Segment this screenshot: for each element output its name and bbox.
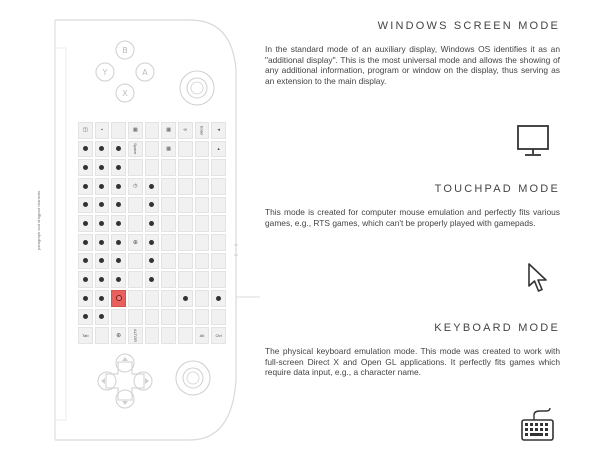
section-keyboard-mode xyxy=(265,322,560,378)
keyboard-key[interactable] xyxy=(78,159,93,176)
keyboard-key[interactable] xyxy=(195,141,210,158)
keyboard-key[interactable] xyxy=(128,271,143,288)
keyboard-key[interactable] xyxy=(128,159,143,176)
key-glyph-icon xyxy=(149,258,154,263)
keyboard-key[interactable] xyxy=(178,159,193,176)
key-glyph-icon xyxy=(116,295,122,301)
key-glyph-icon xyxy=(216,296,221,301)
svg-text:Y: Y xyxy=(102,68,108,77)
section-text: This mode is created for computer mouse emulation and perfectly fits various games, e.g., RTS games, which can't be properly played with gamepads. xyxy=(265,207,560,228)
plus-icon: ⊕ xyxy=(132,239,138,246)
keyboard-key[interactable] xyxy=(145,253,160,270)
keyboard-key[interactable] xyxy=(95,290,110,307)
key-glyph-icon xyxy=(83,277,88,282)
keyboard-key[interactable] xyxy=(145,271,160,288)
key-glyph-icon xyxy=(99,296,104,301)
keyboard-key[interactable] xyxy=(178,141,193,158)
section-touchpad-mode xyxy=(265,183,560,228)
keyboard-key[interactable] xyxy=(145,178,160,195)
key-glyph-icon xyxy=(116,202,121,207)
keyboard-key[interactable] xyxy=(195,122,210,139)
svg-text:B: B xyxy=(122,46,128,55)
keyboard-key[interactable] xyxy=(195,327,210,344)
section-title: TOUCHPAD MODE xyxy=(434,183,560,195)
keyboard-key[interactable] xyxy=(211,234,226,251)
keyboard-key[interactable] xyxy=(78,178,93,195)
key-glyph-icon xyxy=(83,258,88,263)
keyboard-key[interactable] xyxy=(128,234,143,251)
svg-text:A: A xyxy=(142,68,148,77)
gamepad-device xyxy=(0,0,260,469)
key-glyph-icon xyxy=(99,277,104,282)
section-text: The physical keyboard emulation mode. This mode was created to work with full-screen Direct X and Open GL applications. It perfectly fits games which require data input, e.g., a character name. xyxy=(265,346,560,378)
keyboard-key[interactable] xyxy=(161,234,176,251)
keyboard-key[interactable] xyxy=(111,309,126,326)
keyboard-key[interactable] xyxy=(195,197,210,214)
keyboard-key[interactable] xyxy=(178,122,193,139)
keyboard-key[interactable] xyxy=(195,253,210,270)
keyboard-key[interactable] xyxy=(211,159,226,176)
keyboard-key[interactable] xyxy=(78,290,93,307)
keyboard-key[interactable] xyxy=(95,215,110,232)
keyboard-key[interactable] xyxy=(145,234,160,251)
grid-icon: ▦ xyxy=(166,127,172,134)
key-glyph-icon xyxy=(83,184,88,189)
keyboard-key[interactable] xyxy=(95,234,110,251)
keyboard-key[interactable] xyxy=(78,141,93,158)
keyboard-key[interactable] xyxy=(95,327,110,344)
section-title: WINDOWS SCREEN MODE xyxy=(377,20,560,32)
keyboard-key[interactable] xyxy=(211,290,226,307)
key-label: Space xyxy=(132,143,138,155)
keyboard-key[interactable] xyxy=(161,178,176,195)
keyboard-key[interactable] xyxy=(111,290,126,307)
keyboard-key[interactable] xyxy=(95,141,110,158)
keyboard-key[interactable] xyxy=(128,327,143,344)
key-glyph-icon xyxy=(99,146,104,151)
keyboard-key[interactable] xyxy=(145,290,160,307)
keyboard-key[interactable] xyxy=(78,253,93,270)
fn-icon: ▪ xyxy=(101,127,103,134)
keyboard-key[interactable] xyxy=(178,309,193,326)
key-glyph-icon xyxy=(149,240,154,245)
keyboard-key[interactable] xyxy=(178,253,193,270)
keyboard-key[interactable] xyxy=(128,178,143,195)
section-text: In the standard mode of an auxiliary display, Windows OS identifies it as an "additional display". This is the most universal mode and allows the showing of any additional information, program or window on the display, thus serving as an extension to the main display. xyxy=(265,44,560,86)
dpad xyxy=(98,354,152,408)
keyboard-key[interactable] xyxy=(211,215,226,232)
clock-icon: ◷ xyxy=(133,183,138,190)
keyboard-key[interactable] xyxy=(128,290,143,307)
keyboard-key[interactable] xyxy=(211,141,226,158)
keyboard-key[interactable] xyxy=(211,309,226,326)
grid-icon: ▦ xyxy=(166,145,172,152)
keyboard-key[interactable] xyxy=(128,197,143,214)
key-label: Alt xyxy=(199,333,205,339)
keyboard-key[interactable] xyxy=(111,253,126,270)
keyboard-key[interactable] xyxy=(178,327,193,344)
keyboard-key[interactable] xyxy=(211,253,226,270)
key-glyph-icon xyxy=(149,202,154,207)
keyboard-key[interactable] xyxy=(145,215,160,232)
key-glyph-icon xyxy=(116,146,121,151)
cursor-icon xyxy=(526,262,550,296)
section-windows-screen-mode xyxy=(265,20,560,86)
keyboard-key[interactable] xyxy=(195,234,210,251)
keyboard-key[interactable] xyxy=(111,327,126,344)
keyboard-key[interactable] xyxy=(161,159,176,176)
key-glyph-icon xyxy=(116,277,121,282)
keyboard-key[interactable] xyxy=(95,122,110,139)
key-glyph-icon xyxy=(83,146,88,151)
keyboard-key[interactable] xyxy=(211,271,226,288)
keyboard-key[interactable] xyxy=(195,159,210,176)
keyboard-key[interactable] xyxy=(178,197,193,214)
keyboard-key[interactable] xyxy=(161,327,176,344)
keyboard-key[interactable] xyxy=(78,197,93,214)
svg-text:X: X xyxy=(122,89,128,98)
keyboard-key[interactable] xyxy=(111,122,126,139)
key-glyph-icon xyxy=(116,165,121,170)
key-glyph-icon xyxy=(99,202,104,207)
keyboard-key[interactable] xyxy=(145,141,160,158)
keyboard-key[interactable] xyxy=(211,122,226,139)
keyboard-key[interactable] xyxy=(78,327,93,344)
keyboard-key[interactable] xyxy=(78,215,93,232)
joystick-bottom xyxy=(176,361,210,395)
monitor-icon xyxy=(516,124,550,158)
joystick-top xyxy=(180,71,214,105)
key-glyph-icon xyxy=(99,221,104,226)
keyboard-key[interactable] xyxy=(95,197,110,214)
keyboard-key[interactable] xyxy=(211,327,226,344)
key-glyph-icon xyxy=(83,240,88,245)
keyboard-key[interactable] xyxy=(95,309,110,326)
keyboard-key[interactable] xyxy=(78,309,93,326)
backspace-icon: ◂ xyxy=(217,127,220,134)
keyboard-key[interactable] xyxy=(95,159,110,176)
key-label: Ctrl xyxy=(215,333,222,339)
onscreen-keyboard xyxy=(78,122,226,344)
keyboard-key[interactable] xyxy=(178,271,193,288)
key-glyph-icon xyxy=(116,221,121,226)
keyboard-key[interactable] xyxy=(145,327,160,344)
keyboard-key[interactable] xyxy=(178,234,193,251)
keyboard-key[interactable] xyxy=(111,197,126,214)
keyboard-key[interactable] xyxy=(95,271,110,288)
key-glyph-icon xyxy=(116,240,121,245)
keyboard-key[interactable] xyxy=(128,253,143,270)
keyboard-key[interactable] xyxy=(161,290,176,307)
key-glyph-icon xyxy=(116,258,121,263)
keyboard-key[interactable] xyxy=(211,178,226,195)
keyboard-key[interactable] xyxy=(195,271,210,288)
keyboard-key[interactable] xyxy=(195,290,210,307)
key-glyph-icon xyxy=(149,221,154,226)
keyboard-key[interactable] xyxy=(145,122,160,139)
keyboard-key[interactable] xyxy=(145,197,160,214)
key-glyph-icon xyxy=(83,202,88,207)
keyboard-key[interactable] xyxy=(145,309,160,326)
key-glyph-icon xyxy=(99,258,104,263)
key-glyph-icon xyxy=(116,184,121,189)
key-glyph-icon xyxy=(83,314,88,319)
mode-icon-icon: ◫ xyxy=(82,127,88,134)
side-caption: paragraph and dragpad character xyxy=(36,190,41,250)
key-glyph-icon xyxy=(83,165,88,170)
keyboard-key[interactable] xyxy=(111,141,126,158)
keyboard-icon xyxy=(520,406,558,442)
key-glyph-icon xyxy=(99,184,104,189)
keyboard-key[interactable] xyxy=(128,215,143,232)
key-label: Tab xyxy=(82,333,89,339)
keyboard-key[interactable] xyxy=(178,215,193,232)
keyboard-key[interactable] xyxy=(161,309,176,326)
keyboard-key[interactable] xyxy=(111,215,126,232)
keyboard-key[interactable] xyxy=(111,271,126,288)
keyboard-key[interactable] xyxy=(161,253,176,270)
keyboard-key[interactable] xyxy=(111,178,126,195)
keyboard-key[interactable] xyxy=(161,197,176,214)
section-title: KEYBOARD MODE xyxy=(434,322,560,334)
keyboard-key[interactable] xyxy=(195,178,210,195)
dots-icon: ∞ xyxy=(183,127,188,134)
key-glyph-icon xyxy=(83,221,88,226)
keyboard-key[interactable] xyxy=(178,290,193,307)
keyboard-key[interactable] xyxy=(195,215,210,232)
key-glyph-icon xyxy=(99,165,104,170)
key-glyph-icon xyxy=(183,296,188,301)
keyboard-key[interactable] xyxy=(195,309,210,326)
keyboard-key[interactable] xyxy=(161,122,176,139)
keyboard-key[interactable] xyxy=(128,141,143,158)
keyboard-key[interactable] xyxy=(161,215,176,232)
key-glyph-icon xyxy=(99,240,104,245)
arrow-up-icon: ▲ xyxy=(216,146,221,152)
keyboard-key[interactable] xyxy=(78,234,93,251)
grid-icon: ▦ xyxy=(132,127,138,134)
plus-icon: ⊕ xyxy=(116,333,122,340)
key-label: Enter xyxy=(199,125,205,136)
keyboard-key[interactable] xyxy=(145,159,160,176)
keyboard-key[interactable] xyxy=(95,178,110,195)
keyboard-key[interactable] xyxy=(128,122,143,139)
keyboard-key[interactable] xyxy=(178,178,193,195)
key-label: ALTGR xyxy=(132,329,138,343)
keyboard-key[interactable] xyxy=(78,122,93,139)
key-glyph-icon xyxy=(149,277,154,282)
keyboard-key[interactable] xyxy=(111,159,126,176)
key-glyph-icon xyxy=(83,296,88,301)
keyboard-key[interactable] xyxy=(95,253,110,270)
keyboard-key[interactable] xyxy=(128,309,143,326)
keyboard-key[interactable] xyxy=(111,234,126,251)
key-glyph-icon xyxy=(149,184,154,189)
keyboard-key[interactable] xyxy=(78,271,93,288)
key-glyph-icon xyxy=(99,314,104,319)
keyboard-key[interactable] xyxy=(161,141,176,158)
keyboard-key[interactable] xyxy=(211,197,226,214)
keyboard-key[interactable] xyxy=(161,271,176,288)
